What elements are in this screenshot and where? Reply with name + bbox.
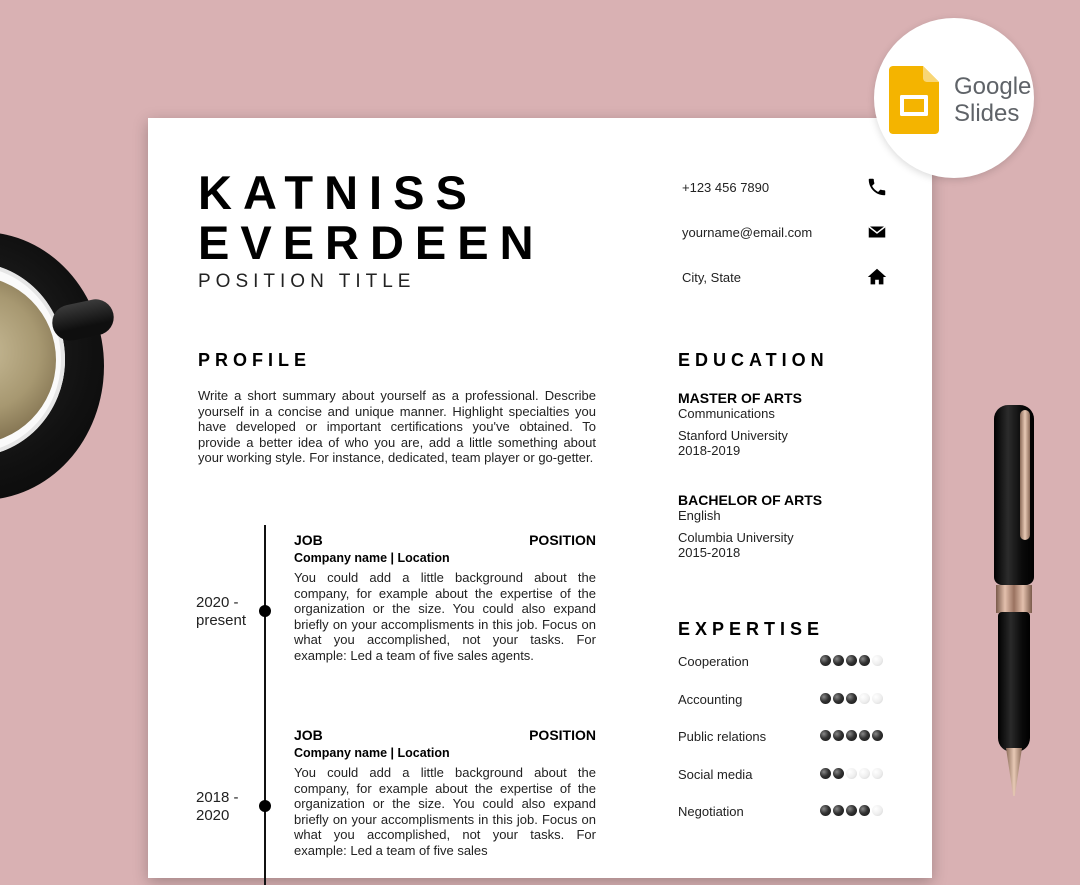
email-text: yourname@email.com: [682, 225, 813, 240]
education-degree: BACHELOR OF ARTS: [678, 492, 823, 508]
resume-page: [148, 118, 932, 878]
rating-dot-empty: [859, 768, 870, 779]
job-description: You could add a little background about the company, for example about the expertise of the organization or the size. You could also expand briefly on your accomplisments in this job. Focus on what you accomplished, not your tasks. For example: Led a team of five sales agents.: [294, 570, 596, 663]
skill-rating: [820, 655, 885, 669]
rating-dot-filled: [820, 730, 831, 741]
profile-heading: PROFILE: [198, 350, 312, 370]
rating-dot-empty: [859, 693, 870, 704]
date-start: 2018 -: [196, 789, 239, 806]
education-school: Columbia University: [678, 530, 794, 545]
education-item: [678, 390, 898, 458]
date-start: 2020 -: [196, 594, 239, 611]
education-years: 2018-2019: [678, 443, 741, 458]
rating-dot-filled: [833, 730, 844, 741]
experience-item: [294, 532, 596, 664]
experience-item: [294, 727, 596, 859]
resume-name: [198, 168, 545, 268]
skill-row: [678, 727, 888, 747]
rating-dot-filled: [820, 655, 831, 666]
pen-tip: [1006, 748, 1022, 796]
name-first: KATNISS: [198, 166, 478, 219]
job-title: JOB: [294, 532, 323, 548]
skill-row: [678, 690, 888, 710]
skill-rating: [820, 693, 885, 707]
education-years: 2015-2018: [678, 545, 741, 560]
job-title: JOB: [294, 727, 323, 743]
skill-row: [678, 652, 888, 672]
rating-dot-filled: [846, 805, 857, 816]
pen-band: [996, 585, 1032, 613]
skill-name: Social media: [678, 767, 753, 782]
job-company: Company name | Location: [294, 746, 450, 760]
rating-dot-empty: [872, 693, 883, 704]
badge-line1: Google: [954, 73, 1032, 100]
google-slides-label: [954, 73, 1031, 127]
expertise-heading: EXPERTISE: [678, 619, 825, 639]
rating-dot-filled: [833, 693, 844, 704]
location-text: City, State: [682, 270, 742, 285]
skill-name: Accounting: [678, 692, 743, 707]
rating-dot-filled: [846, 693, 857, 704]
rating-dot-empty: [872, 655, 883, 666]
skill-name: Negotiation: [678, 804, 744, 819]
skill-row: [678, 802, 888, 822]
job-description: You could add a little background about the company, for example about the expertise of the organization or the size. You could also expand briefly on your accomplisments in this job. Focus on what you accomplished, not your tasks. For example: Led a team of five sales: [294, 765, 596, 858]
badge-line2: Slides: [954, 100, 1020, 127]
phone-icon: [866, 176, 888, 198]
pen-body: [998, 612, 1030, 752]
education-heading: EDUCATION: [678, 350, 829, 370]
experience-date: [196, 789, 266, 825]
google-slides-icon: [889, 66, 939, 134]
envelope-icon: [866, 221, 888, 243]
date-end: present: [196, 612, 247, 629]
date-end: 2020: [196, 807, 230, 824]
rating-dot-filled: [820, 768, 831, 779]
rating-dot-filled: [872, 730, 883, 741]
job-company: Company name | Location: [294, 551, 450, 565]
education-field: English: [678, 508, 721, 523]
position-title: POSITION TITLE: [198, 271, 416, 292]
skill-rating: [820, 730, 885, 744]
profile-text: Write a short summary about yourself as a professional. Describe yourself in a concise and unique manner. Highlight specialties you have developed or important certifications you've obtained. To provide a better idea of who you are, add a little something about your working style. For instance, dedicated, team player or go-getter.: [198, 388, 596, 466]
rating-dot-filled: [820, 805, 831, 816]
contact-email: [678, 221, 888, 245]
job-header: [294, 532, 596, 550]
rating-dot-filled: [833, 805, 844, 816]
education-field: Communications: [678, 406, 775, 421]
google-slides-badge: [874, 18, 1034, 178]
skill-rating: [820, 805, 885, 819]
contact-phone: [678, 176, 888, 200]
skill-row: [678, 765, 888, 785]
name-last: EVERDEEN: [198, 216, 545, 269]
skill-name: Public relations: [678, 729, 767, 744]
home-icon: [866, 266, 888, 288]
rating-dot-filled: [859, 805, 870, 816]
education-item: [678, 492, 898, 560]
rating-dot-empty: [872, 805, 883, 816]
job-header: [294, 727, 596, 745]
rating-dot-empty: [846, 768, 857, 779]
education-degree: MASTER OF ARTS: [678, 390, 802, 406]
rating-dot-filled: [820, 693, 831, 704]
skill-name: Cooperation: [678, 654, 749, 669]
rating-dot-filled: [859, 730, 870, 741]
rating-dot-filled: [846, 730, 857, 741]
contact-location: [678, 266, 888, 290]
rating-dot-filled: [833, 655, 844, 666]
job-position: POSITION: [529, 727, 596, 743]
rating-dot-filled: [859, 655, 870, 666]
skill-rating: [820, 768, 885, 782]
rating-dot-filled: [846, 655, 857, 666]
experience-date: [196, 594, 266, 630]
phone-text: +123 456 7890: [682, 180, 770, 195]
education-school: Stanford University: [678, 428, 788, 443]
job-position: POSITION: [529, 532, 596, 548]
rating-dot-empty: [872, 768, 883, 779]
experience-timeline: [264, 525, 266, 885]
pen-clip: [1020, 410, 1030, 540]
rating-dot-filled: [833, 768, 844, 779]
